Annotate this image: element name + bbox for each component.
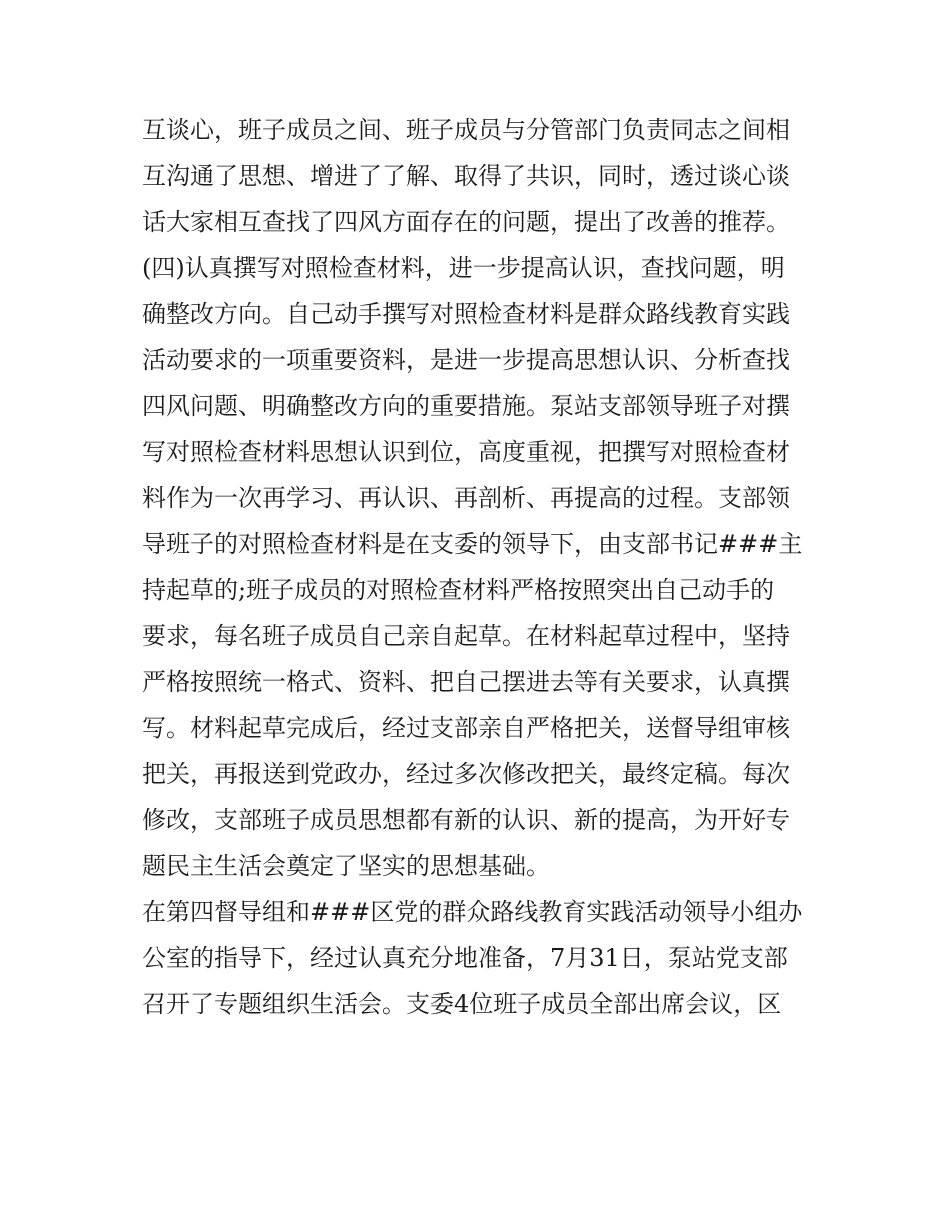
document-body — [142, 107, 822, 1027]
text-line-3: 话大家相互查找了四风方面存在的问题，提出了改善的推荐。 — [142, 208, 790, 236]
text-line-13: 严格按照统一格式、资料、把自己摆进去等有关要求，认真撰 — [142, 668, 790, 696]
text-line-4: (四)认真撰写对照检查材料，进一步提高认识，查找问题，明 — [142, 254, 785, 282]
text-line-9: 料作为一次再学习、再认识、再剖析、再提高的过程。支部领 — [142, 484, 790, 512]
text-line-6: 活动要求的一项重要资料，是进一步提高思想认识、分析查找 — [142, 346, 790, 374]
text-line-11: 持起草的;班子成员的对照检查材料严格按照突出自己动手的 — [142, 576, 775, 604]
text-line-18: 在第四督导组和###区党的群众路线教育实践活动领导小组办 — [142, 898, 803, 926]
text-line-12: 要求，每名班子成员自己亲自起草。在材料起草过程中，坚持 — [142, 622, 790, 650]
text-line-2: 互沟通了思想、增进了了解、取得了共识，同时，透过谈心谈 — [142, 162, 790, 190]
text-line-15: 把关，再报送到党政办，经过多次修改把关，最终定稿。每次 — [142, 760, 790, 788]
text-line-5: 确整改方向。自己动手撰写对照检查材料是群众路线教育实践 — [142, 300, 790, 328]
text-line-8: 写对照检查材料思想认识到位，高度重视，把撰写对照检查材 — [142, 438, 790, 466]
text-line-10: 导班子的对照检查材料是在支委的领导下，由支部书记###主 — [142, 530, 803, 558]
text-line-7: 四风问题、明确整改方向的重要措施。泵站支部领导班子对撰 — [142, 392, 790, 420]
text-line-17: 题民主生活会奠定了坚实的思想基础。 — [142, 852, 550, 880]
text-line-19: 公室的指导下，经过认真充分地准备，7月31日，泵站党支部 — [142, 944, 788, 972]
text-line-16: 修改，支部班子成员思想都有新的认识、新的提高，为开好专 — [142, 806, 790, 834]
text-line-1: 互谈心，班子成员之间、班子成员与分管部门负责同志之间相 — [142, 116, 790, 144]
text-line-20: 召开了专题组织生活会。支委4位班子成员全部出席会议，区 — [142, 990, 782, 1018]
text-line-14: 写。材料起草完成后，经过支部亲自严格把关，送督导组审核 — [142, 714, 790, 742]
